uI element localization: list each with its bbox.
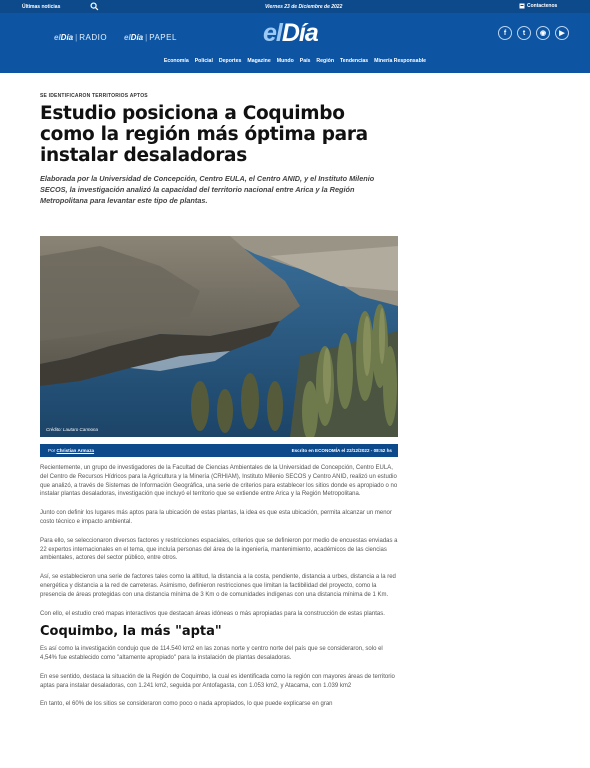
nav-item-tendencias[interactable]: Tendencias	[340, 58, 369, 64]
papel-label: PAPEL	[149, 33, 177, 42]
body-paragraph: Recientemente, un grupo de investigadores de la Facultad de Ciencias Ambientales de la Universidad de Concepción, Centro EULA, del Centro de Recursos Hídricos para la Agricultura y la Minería (CRHIAM), Instituto Milenio SECOS y Centro ANID, realizó un estudio que analizó, a través de Sistemas de Información Geográfica, una serie de criterios para establecer los sitios donde es apropiado o no instalar plantas desaladoras, investigación que incluyó el territorio que se extiende entre Arica y la Región Metropolitana.	[40, 465, 398, 498]
byline-bar	[40, 444, 398, 457]
papel-brand-dia: Día	[130, 33, 144, 42]
contact-label: Contactenos	[527, 3, 558, 9]
article-title: Estudio posiciona a Coquimbo como la región más óptima para instalar desaladoras	[40, 103, 368, 166]
divider: |	[145, 33, 148, 42]
nav-item-deportes[interactable]: Deportes	[218, 58, 242, 64]
logo-el: el	[263, 19, 282, 47]
photo-credit: Crédito: Lautaro Carmona	[46, 427, 99, 432]
body-paragraph: Con ello, el estudio creó mapas interactivos que destacan áreas idóneas o más apropiadas para la construcción de estas plantas.	[40, 610, 385, 617]
nav-item-region[interactable]: Región	[316, 58, 335, 64]
radio-brand-dia: Día	[60, 33, 74, 42]
radio-label: RADIO	[79, 33, 108, 42]
nav-item-mineria[interactable]: Minería Responsable	[374, 58, 427, 64]
papel-link[interactable]	[124, 33, 177, 42]
logo-dia: Día	[281, 19, 318, 47]
nav-item-pais[interactable]: País	[299, 58, 311, 64]
twitter-icon[interactable]: t	[517, 26, 531, 40]
body-paragraph: Es así como la investigación condujo que de 114.540 km2 en las zonas norte y centro norte del país que se consideraron, solo el 4,54% fue establecido como "altamente apropiado" para la instalación de plantas desaladoras.	[40, 646, 383, 661]
radio-brand-el: el	[54, 33, 61, 42]
article-kicker: SE IDENTIFICARON TERRITORIOS APTOS	[40, 93, 148, 99]
body-paragraph: En tanto, el 60% de los sitios se consideraron como poco o nada apropiados, lo que puede explicarse en gran	[40, 701, 333, 708]
byline	[48, 448, 94, 453]
instagram-icon[interactable]: ◉	[536, 26, 550, 40]
site-logo[interactable]	[263, 19, 318, 48]
section-heading: Coquimbo, la más "apta"	[40, 624, 222, 640]
article-lead: Elaborada por la Universidad de Concepción, Centro EULA, el Centro ANID, y el Instituto Milenio SECOS, la investigación analizó la capacidad del territorio nacional entre Arica y la Región Metropolitana para levantar este tipo de plantas.	[40, 174, 375, 205]
article-header	[40, 93, 398, 206]
social-links	[498, 26, 569, 40]
nav-item-policial[interactable]: Policial	[194, 58, 213, 64]
nav-item-mundo[interactable]: Mundo	[276, 58, 294, 64]
contact-icon	[519, 3, 525, 9]
search-icon[interactable]	[90, 2, 99, 11]
divider: |	[75, 33, 78, 42]
current-date: Viernes 23 de Diciembre de 2022	[265, 4, 343, 10]
author-link[interactable]: Christian Armaza	[56, 448, 95, 453]
publish-info: Escrito en ECONOMÍA el 22/12/2022 - 08:52 hs	[291, 448, 392, 453]
main-nav	[0, 58, 590, 64]
top-bar	[0, 0, 590, 13]
body-paragraph: Junto con definir los lugares más aptos para la ubicación de estas plantas, la idea es que esta ubicación, permita alcanzar un menor costo técnico e impacto ambiental.	[40, 510, 392, 525]
youtube-icon[interactable]: ▶	[555, 26, 569, 40]
nav-item-magazine[interactable]: Magazine	[247, 58, 271, 64]
radio-link[interactable]	[54, 33, 107, 42]
papel-brand-el: el	[124, 33, 131, 42]
body-paragraph: En ese sentido, destaca la situación de la Región de Coquimbo, la cual es identificada como la región con mayores áreas de territorio aptas para instalar desaladoras, con 1.241 km2, seguida por Antofagasta, con 1.053 km2, y Atacama, con 1.039 km2	[40, 673, 395, 689]
contact-link[interactable]	[519, 3, 557, 9]
article-body	[40, 464, 398, 719]
article-photo	[40, 236, 398, 437]
nav-item-economia[interactable]: Economía	[163, 58, 189, 64]
facebook-icon[interactable]: f	[498, 26, 512, 40]
latest-news-link[interactable]: Últimas noticias	[22, 4, 61, 10]
body-paragraph: Así, se establecieron una serie de factores tales como la altitud, la distancia a la costa, pendiente, distancia a urbes, distancia a la red energética y distancia a la red de carreteras. Asimismo, definieron restricciones que limitan la factibilidad del proyecto, como la presencia de áreas protegidas con una distancia mínima de 3 Km o de comunidades indígenas con una distancia mínima de 1 Km.	[40, 574, 396, 598]
site-header	[0, 13, 590, 73]
body-paragraph: Para ello, se seleccionaron diversos factores y restricciones espaciales, criterios que se definieron por medio de encuestas enviadas a 22 expertos internacionales en el tema, que incluía personas del área de la ingeniería, mantenimiento, académicos de las ciencias ambientales, actores del sector público, entre otros.	[40, 537, 398, 562]
by-prefix: Por	[48, 448, 56, 453]
coastline-image	[40, 236, 398, 437]
